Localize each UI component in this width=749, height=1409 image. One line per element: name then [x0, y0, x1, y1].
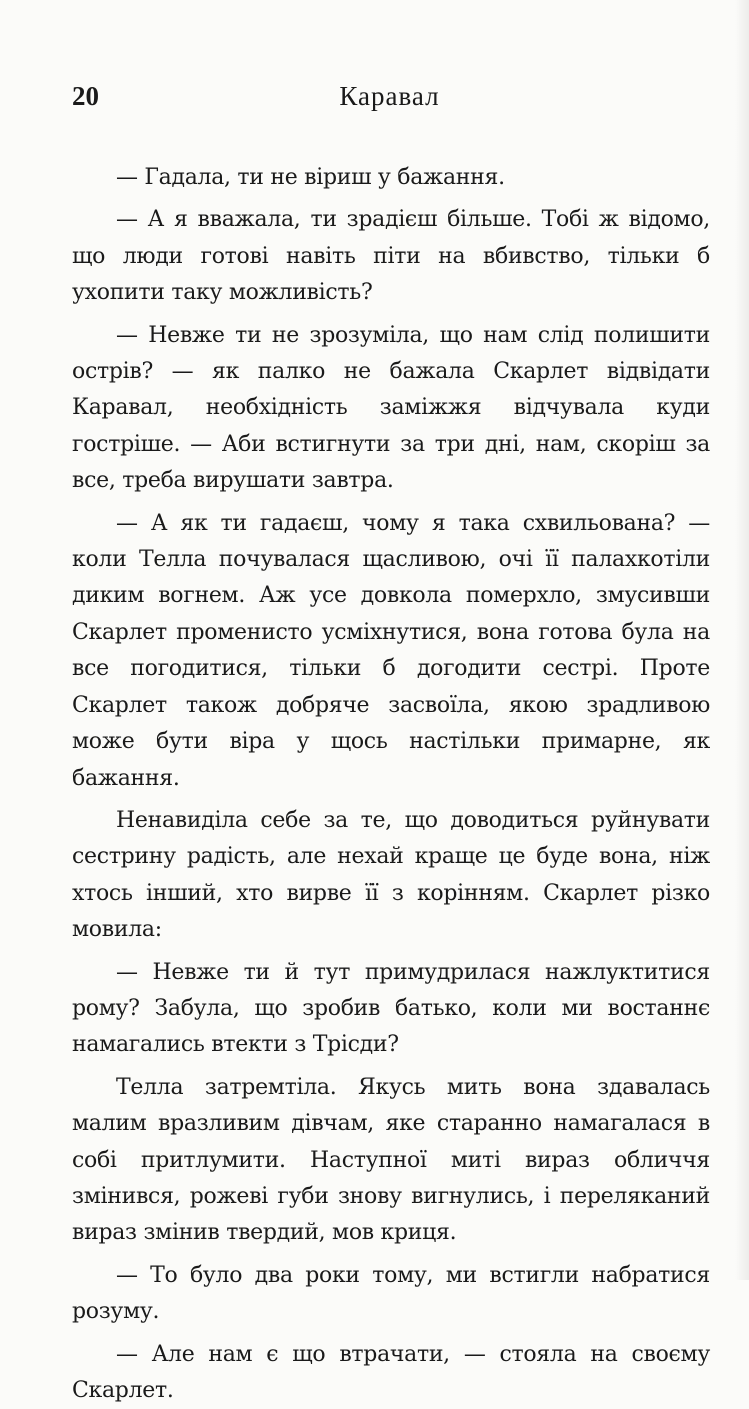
running-head-title: Каравал [339, 81, 440, 111]
body-text [72, 160, 710, 1409]
paragraph: — Гадала, ти не віриш у бажання. [116, 165, 505, 190]
paragraph: Ненавиділа себе за те, що доводиться руйнувати сестрину радість, але нехай краще це буде вона, ніж хтось інший, хто вирве її з корінням. Скарлет різко мовила: [72, 807, 710, 943]
paragraph: — Невже ти не зрозуміла, що нам слід полишити острів? — як палко не бажала Скарлет відвідати Каравал, необхідність заміжжя відчувала куди гостріше. — Аби встигнути за три дні, нам, скоріш за все, треба вирушати завтра. [72, 322, 710, 494]
paragraph: — Але нам є що втрачати, — стояла на своєму Скарлет. [72, 1341, 710, 1403]
page-header [72, 76, 707, 116]
paragraph: — То було два роки тому, ми встигли набратися розуму. [72, 1262, 710, 1325]
page-number: 20 [72, 81, 99, 111]
paragraph: Телла затремтіла. Якусь мить вона здавалась малим вразливим дівчам, яке старанно намагалася в собі притлумити. Наступної миті вираз обличчя змінився, рожеві губи знову вигнулись, і переляканий вираз змінив твердий, мов криця. [72, 1074, 710, 1246]
paragraph: — Невже ти й тут примудрилася нажлуктитися рому? Забула, що зробив батько, коли ми востаннє намагались втекти з Трісди? [72, 959, 710, 1058]
paragraph: — А я вважала, ти зрадієш більше. Тобі ж відомо, що люди готові навіть піти на вбивство, тільки б ухопити таку можливість? [72, 207, 710, 306]
paragraph: — А як ти гадаєш, чому я така схвильована? — коли Телла почувалася щасливою, очі її палахкотіли диким вогнем. Аж усе довкола померхло, змусивши Скарлет променисто усміхнутися, вона готова була на все погодитися, тільки б догодити сестрі. Проте Скарлет також добряче засвоїла, якою зрадливою може бути віра у щось настільки примарне, як бажання. [72, 510, 710, 791]
page-edge-shadow [735, 0, 749, 1280]
